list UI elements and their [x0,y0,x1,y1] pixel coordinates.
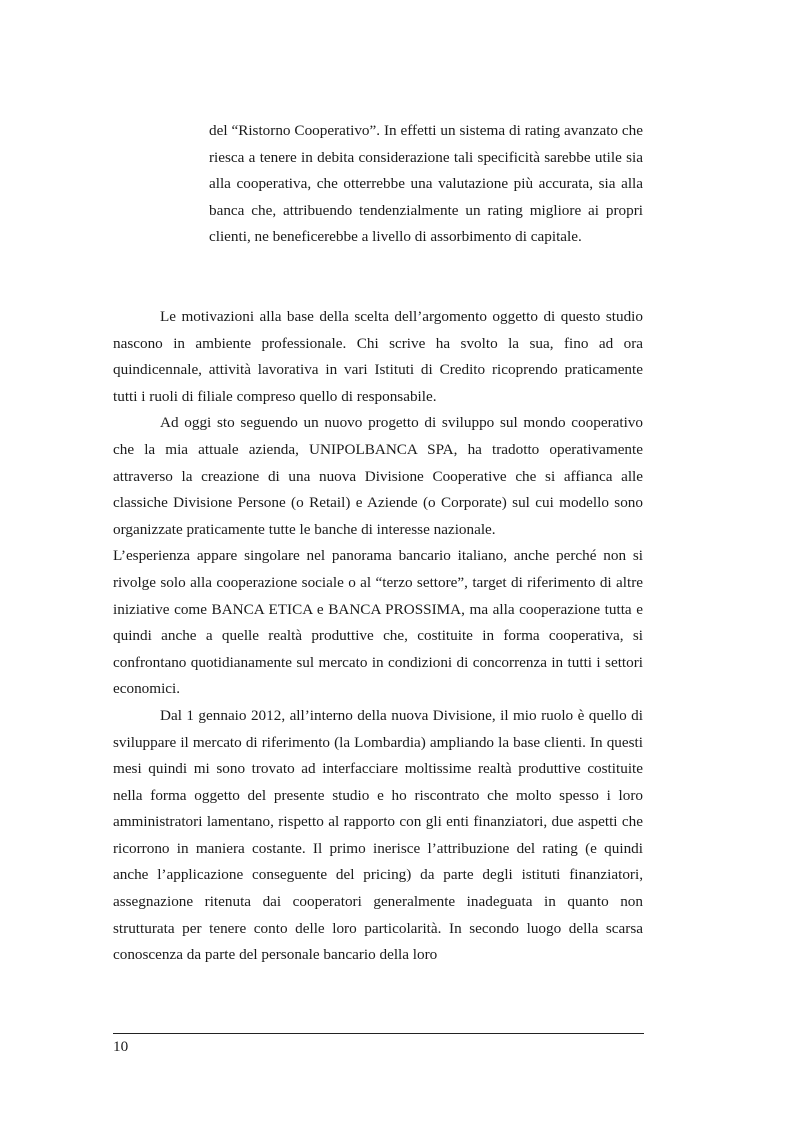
indented-quote [209,118,643,251]
page-number: 10 [113,1038,129,1055]
footer-divider [113,1033,644,1034]
body-text [113,304,643,969]
paragraph-motivations: Le motivazioni alla base della scelta dell’argomento oggetto di questo studio nascono in ambiente professionale. Chi scrive ha svolto la sua, fino ad ora quindicennale, attività lavorativa in vari Istituti di Credito ricoprendo praticamente tutti i ruoli di filiale compreso quello di responsabile. [113,308,643,405]
paragraph-project: Ad oggi sto seguendo un nuovo progetto di sviluppo sul mondo cooperativo che la mia attuale azienda, UNIPOLBANCA SPA, ha tradotto operativamente attraverso la creazione di una nuova Divisione Cooperative che si affianca alle classiche Divisione Persone (o Retail) e Aziende (o Corporate) sul cui modello sono organizzate praticamente tutte le banche di interesse nazionale. [113,414,643,538]
paragraph-role: Dal 1 gennaio 2012, all’interno della nuova Divisione, il mio ruolo è quello di sviluppare il mercato di riferimento (la Lombardia) ampliando la base clienti. In questi mesi quindi mi sono trovato ad interfacciare moltissime realtà produttive costituite nella forma oggetto del presente studio e ho riscontrato che molto spesso i loro amministratori lamentano, rispetto al rapporto con gli enti finanziatori, due aspetti che ricorrono in maniera costante. Il primo inerisce l’attribuzione del rating (e quindi anche l’applicazione conseguente del pricing) da parte degli istituti finanziatori, assegnazione ritenuta dai cooperatori generalmente inadeguata in quanto non strutturata per tenere conto delle loro particolarità. In secondo luogo della scarsa conoscenza da parte del personale bancario della loro [113,706,643,964]
paragraph-experience: L’esperienza appare singolare nel panorama bancario italiano, anche perché non si rivolge solo alla cooperazione sociale o al “terzo settore”, target di riferimento di altre iniziative come BANCA ETICA e BANCA PROSSIMA, ma alla cooperazione tutta e quindi anche a quelle realtà produttive che, costituite in forma cooperativa, si confrontano quotidianamente sul mercato in condizioni di concorrenza in tutti i settori economici. [113,547,643,698]
quote-text: del “Ristorno Cooperativo”. In effetti un sistema di rating avanzato che riesca a tenere in debita considerazione tali specificità sarebbe utile sia alla cooperativa, che otterrebbe una valutazione più accurata, sia alla banca che, attribuendo tendenzialmente un rating migliore ai propri clienti, ne beneficerebbe a livello di assorbimento di capitale. [209,122,643,246]
